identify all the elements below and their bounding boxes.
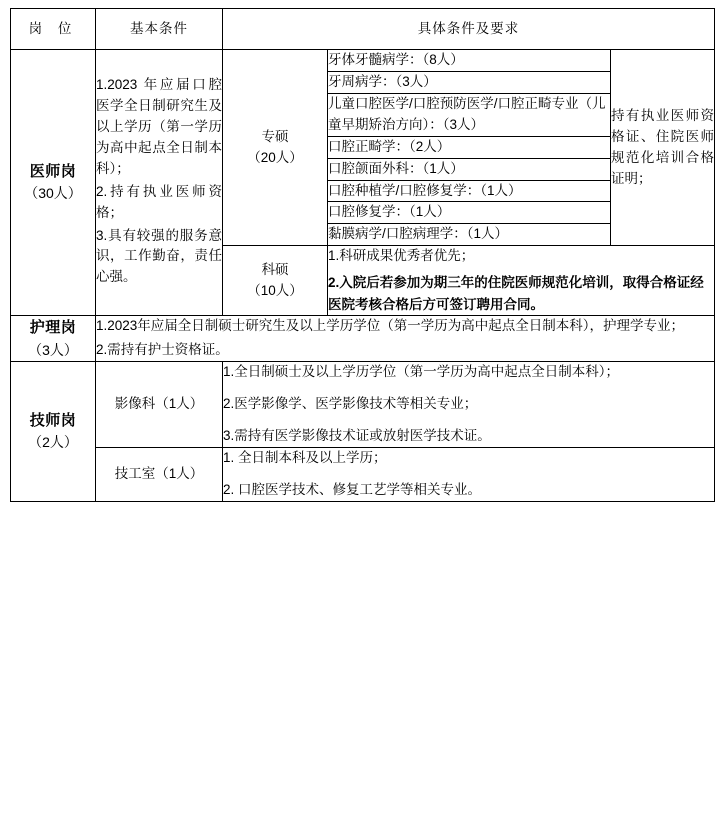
table-row <box>11 316 715 362</box>
post-count-nurse: （3人） <box>28 341 78 358</box>
specialty-item: 牙周病学：（3人） <box>328 71 611 93</box>
degree-cell-academic-master <box>223 246 328 316</box>
degree-count: （20人） <box>247 149 303 165</box>
specialty-item: 口腔种植学/口腔修复学：（1人） <box>328 180 611 202</box>
basic-condition-item: 2.持有执业医师资格； <box>96 183 222 220</box>
specialty-item: 黏膜病学/口腔病理学：（1人） <box>328 224 611 246</box>
specialty-item: 口腔正畸学：（2人） <box>328 136 611 158</box>
dental-lab-condition-item: 2. 口腔医学技术、修复工艺学等相关专业。 <box>223 482 482 498</box>
academic-master-conditions <box>328 246 715 316</box>
certificate-note-doctor: 持有执业医师资格证、住院医师规范化培训合格证明； <box>611 50 715 246</box>
post-count-technician: （2人） <box>28 434 78 451</box>
imaging-condition-item: 1.全日制硕士及以上学历学位（第一学历为高中起点全日制本科）； <box>223 364 620 380</box>
post-title-technician: 技师岗 <box>29 412 77 430</box>
specialty-item: 儿童口腔医学/口腔预防医学/口腔正畸专业（儿童早期矫治方向）：（3人） <box>328 93 611 136</box>
academic-master-item: 1.科研成果优秀者优先； <box>328 248 475 264</box>
dental-lab-condition-item: 1. 全日制本科及以上学历； <box>223 450 387 466</box>
header-post: 岗 位 <box>11 9 96 50</box>
header-basic-conditions: 基本条件 <box>96 9 223 50</box>
degree-count: （10人） <box>247 282 303 298</box>
post-cell-doctor <box>11 50 96 316</box>
post-title-doctor: 医师岗 <box>29 163 77 181</box>
header-detail-requirements: 具体条件及要求 <box>223 9 715 50</box>
subpost-name-imaging: 影像科（1人） <box>96 362 223 448</box>
academic-master-item-bold: 2.入院后若参加为期三年的住院医师规范化培训，取得合格证经医院考核合格后方可签订聘用合同。 <box>328 275 704 312</box>
imaging-condition-item: 2.医学影像学、医学影像技术等相关专业； <box>223 396 478 412</box>
dental-lab-conditions <box>223 448 715 502</box>
subpost-name-dental-lab: 技工室（1人） <box>96 448 223 502</box>
table-row <box>11 50 715 72</box>
degree-cell-professional-master <box>223 50 328 246</box>
table-row <box>11 448 715 502</box>
degree-label: 科硕 <box>261 261 289 277</box>
basic-condition-item: 1.2023 年应届口腔医学全日制研究生及以上学历（第一学历为高中起点全日制本科）； <box>96 77 222 176</box>
specialty-item: 牙体牙髓病学：（8人） <box>328 50 611 72</box>
basic-condition-item: 3.具有较强的服务意识，工作勤奋，责任心强。 <box>96 227 222 285</box>
post-cell-nurse <box>11 316 96 362</box>
basic-conditions-doctor <box>96 50 223 316</box>
nurse-conditions <box>96 316 715 362</box>
table-row <box>11 362 715 448</box>
post-title-nurse: 护理岗 <box>29 319 77 337</box>
specialty-item: 口腔修复学：（1人） <box>328 202 611 224</box>
nurse-condition-item: 1.2023年应届全日制硕士研究生及以上学历学位（第一学历为高中起点全日制本科），护理学专业； <box>96 318 685 334</box>
table-header-row <box>11 9 715 50</box>
imaging-condition-item: 3.需持有医学影像技术证或放射医学技术证。 <box>223 428 491 444</box>
post-cell-technician <box>11 362 96 502</box>
post-count-doctor: （30人） <box>24 185 82 202</box>
specialty-item: 口腔颌面外科：（1人） <box>328 158 611 180</box>
nurse-condition-item: 2.需持有护士资格证。 <box>96 342 229 358</box>
degree-label: 专硕 <box>261 128 289 144</box>
recruitment-table <box>10 8 715 502</box>
imaging-conditions <box>223 362 715 448</box>
